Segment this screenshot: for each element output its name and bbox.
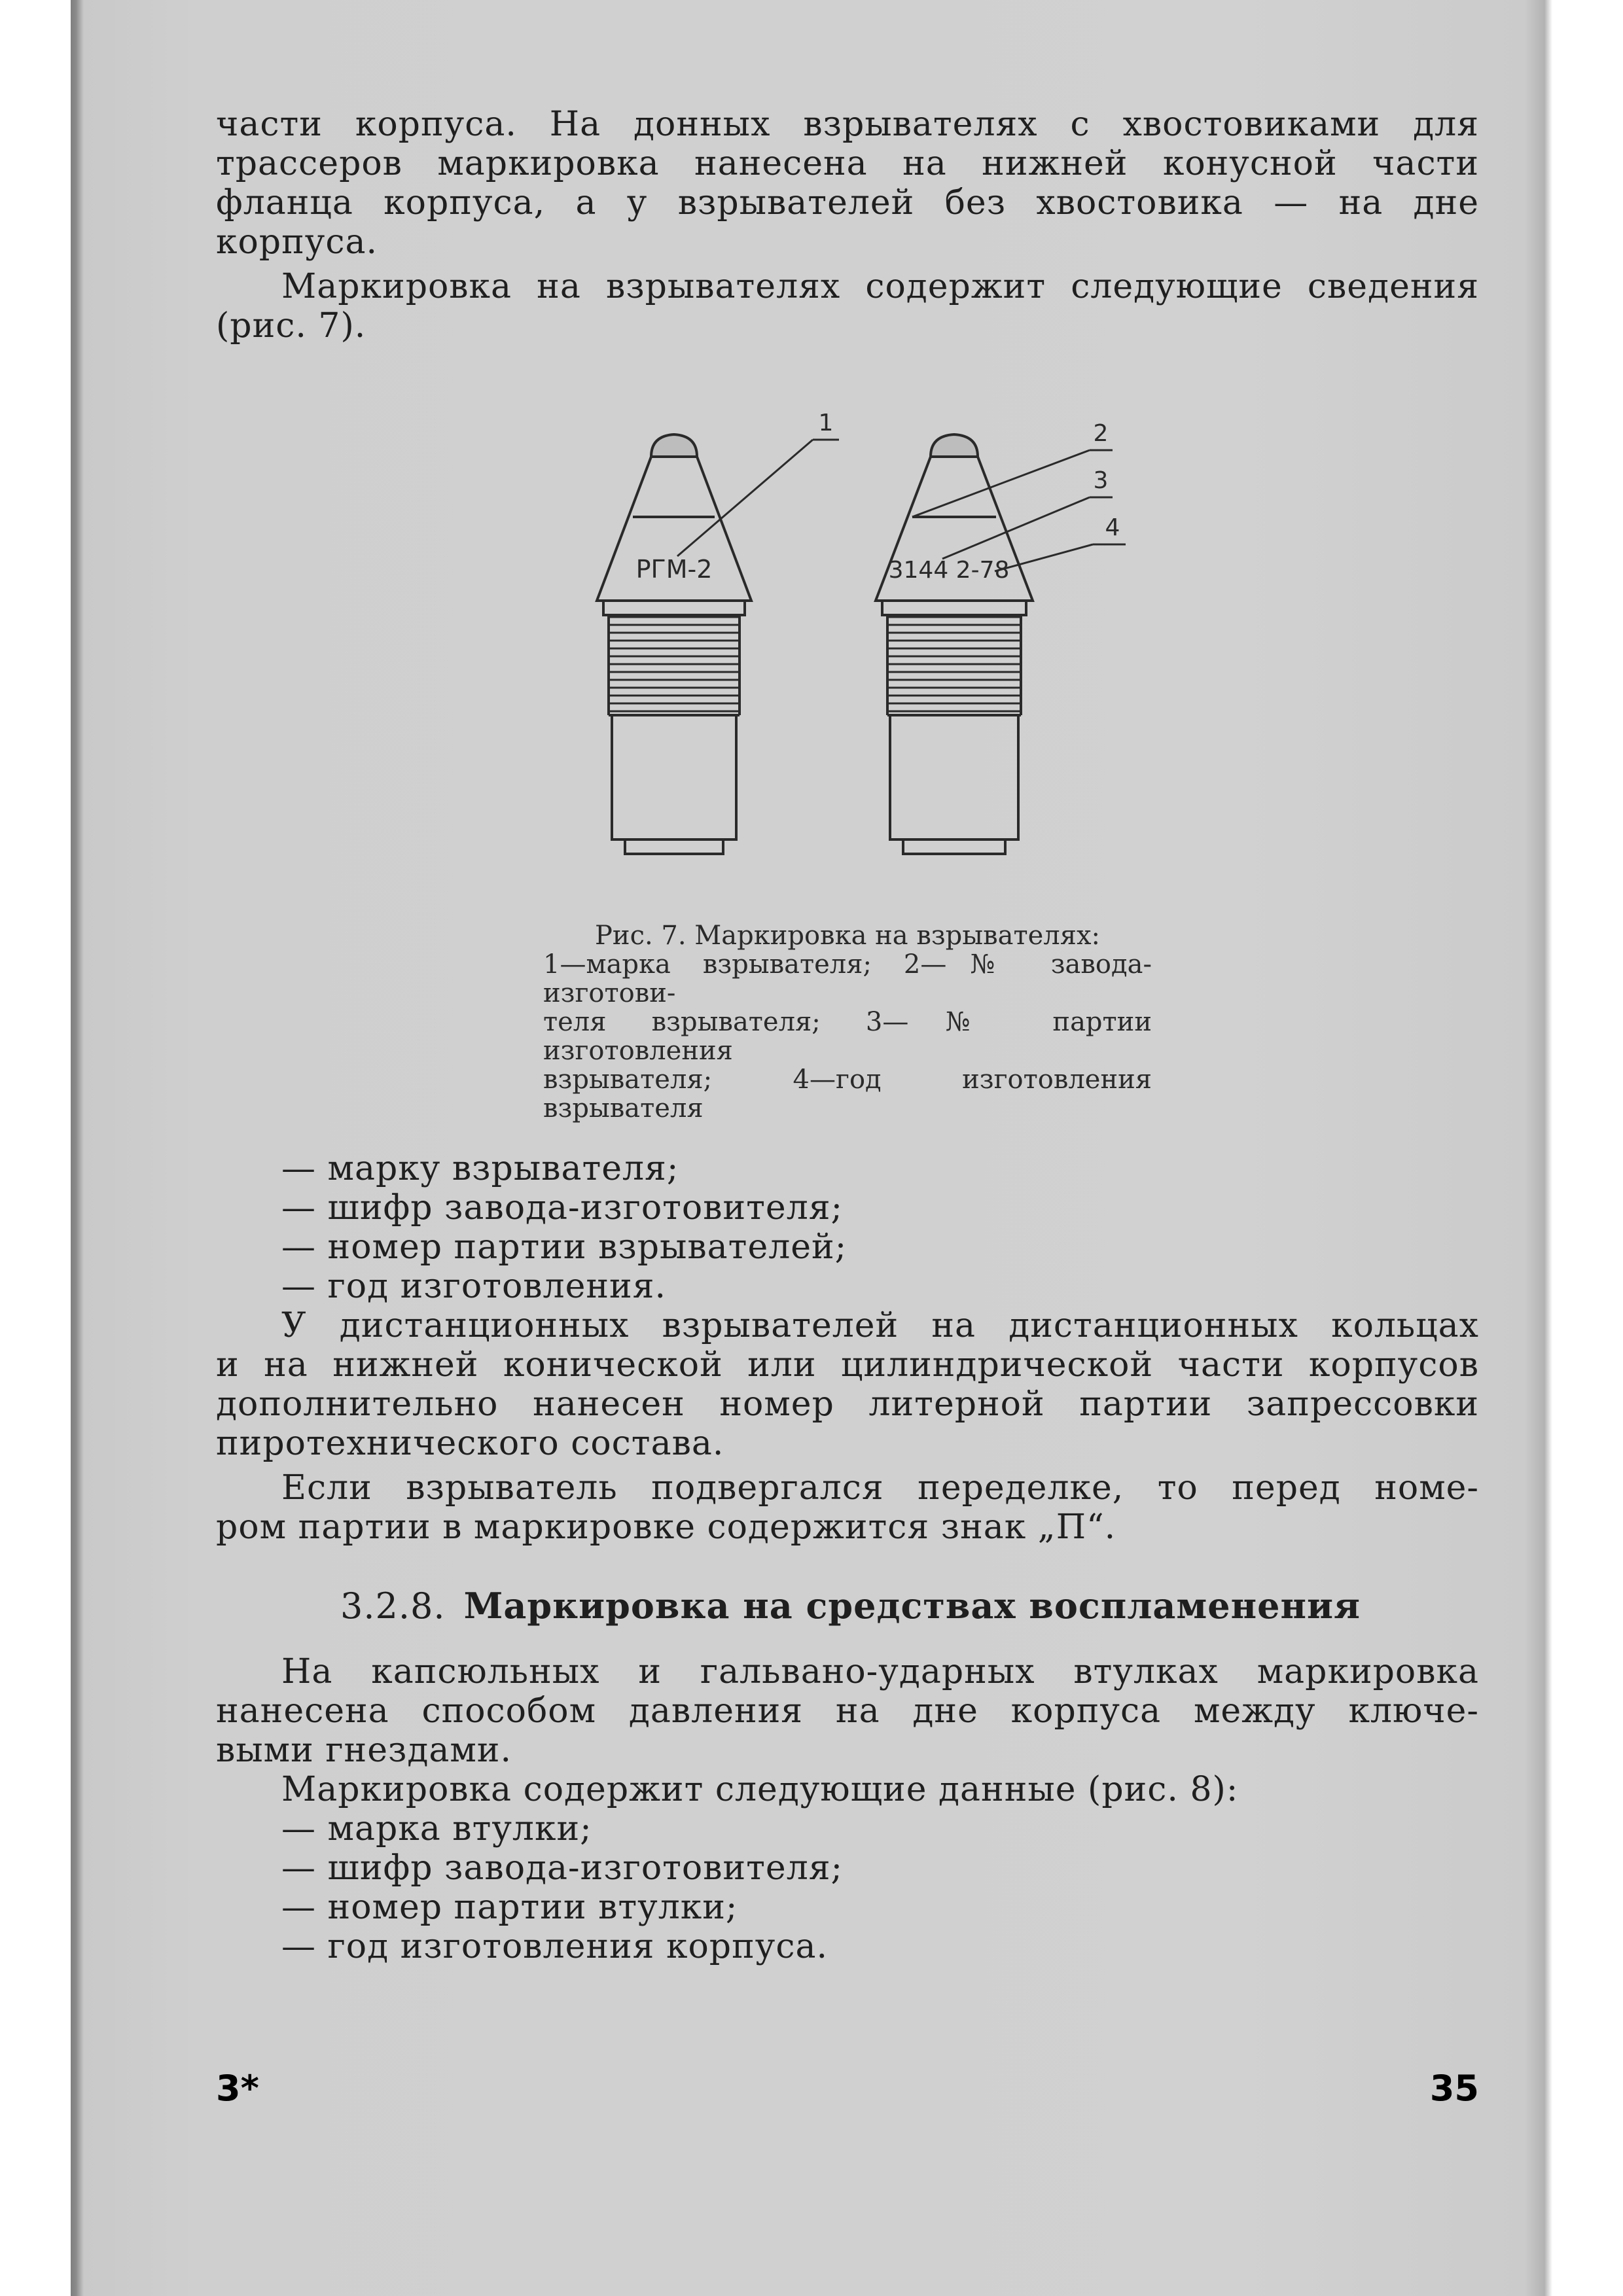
text-line: корпуса. xyxy=(216,222,378,262)
caption-line: теля взрывателя; 3—№ партии изготовления xyxy=(543,1007,1152,1066)
text-line: фланца корпуса, а у взрывателей без хвостовика — на дне xyxy=(216,183,1479,222)
fuze-drawing xyxy=(216,359,1479,895)
fuze-left xyxy=(597,434,839,854)
bushings-paragraph xyxy=(216,1652,1479,1770)
page-number: 35 xyxy=(1429,2068,1479,2109)
distance-fuze-paragraph xyxy=(216,1306,1479,1463)
list-item: — марка втулки; xyxy=(281,1809,592,1848)
text-line: Если взрыватель подвергался переделке, то перед номе- xyxy=(281,1468,1479,1508)
fuze-left-label: РГМ-2 xyxy=(635,555,713,584)
caption-line: Рис. 7. Маркировка на взрывателях: xyxy=(595,921,1100,951)
caption-line: 1—марка взрывателя; 2—№ завода-изготови- xyxy=(543,949,1152,1008)
list-item: — год изготовления. xyxy=(281,1267,667,1306)
list-item: — номер партии втулки; xyxy=(281,1888,738,1927)
list-item: — год изготовления корпуса. xyxy=(281,1927,829,1966)
fuze-right-label: 3144 2-78 xyxy=(888,557,1010,584)
list-item: — марку взрывателя; xyxy=(281,1149,679,1188)
list-item: — номер партии взрывателей; xyxy=(281,1227,847,1267)
intro-fig7-paragraph xyxy=(216,267,1479,345)
figure-7 xyxy=(216,359,1479,895)
text-line: ром партии в маркировке содержится знак „П“. xyxy=(216,1508,1116,1547)
text-line: Маркировка на взрывателях содержит следующие сведения xyxy=(281,267,1479,306)
text-line: У дистанционных взрывателей на дистанционных кольцах xyxy=(281,1306,1479,1345)
bushing-marking-list xyxy=(216,1809,1479,1966)
marking-contents-list xyxy=(216,1149,1479,1306)
top-paragraph xyxy=(216,105,1479,262)
figure-7-caption xyxy=(543,921,1152,1123)
caption-line: взрывателя; 4—год изготовления взрывателя xyxy=(543,1065,1152,1123)
callout-1: 1 xyxy=(818,410,834,436)
list-item: — шифр завода-изготовителя; xyxy=(281,1188,844,1227)
callout-3: 3 xyxy=(1093,467,1109,494)
text-line: выми гнездами. xyxy=(216,1731,512,1770)
section-heading xyxy=(340,1586,1479,1626)
section-title: Маркировка на средствах воспламенения xyxy=(463,1585,1361,1627)
text-line: и на нижней конической или цилиндрической части корпусов xyxy=(216,1345,1479,1385)
thread xyxy=(610,617,738,711)
text-line: (рис. 7). xyxy=(216,306,366,345)
text-line: части корпуса. На донных взрывателях с хвостовиками для xyxy=(216,105,1479,144)
page-body xyxy=(216,105,1479,1966)
text-line: дополнительно нанесен номер литерной партии запрессовки xyxy=(216,1385,1479,1424)
fuze-right xyxy=(876,434,1126,854)
section-number: 3.2.8. xyxy=(340,1585,446,1627)
list-item: — шифр завода-изготовителя; xyxy=(281,1848,844,1888)
signature-mark: 3* xyxy=(216,2068,259,2109)
rework-paragraph xyxy=(216,1468,1479,1547)
text-line: нанесена способом давления на дне корпуса между ключе- xyxy=(216,1691,1479,1731)
text-line: трассеров маркировка нанесена на нижней конусной части xyxy=(216,144,1479,183)
text-line: пиротехнического состава. xyxy=(216,1424,724,1463)
intro-fig8-paragraph: Маркировка содержит следующие данные (рис. 8): xyxy=(281,1770,1239,1809)
thread xyxy=(889,617,1020,711)
text-line: На капсюльных и гальвано-ударных втулках маркировка xyxy=(281,1652,1479,1691)
callout-4: 4 xyxy=(1105,514,1120,541)
callout-2: 2 xyxy=(1093,420,1109,447)
